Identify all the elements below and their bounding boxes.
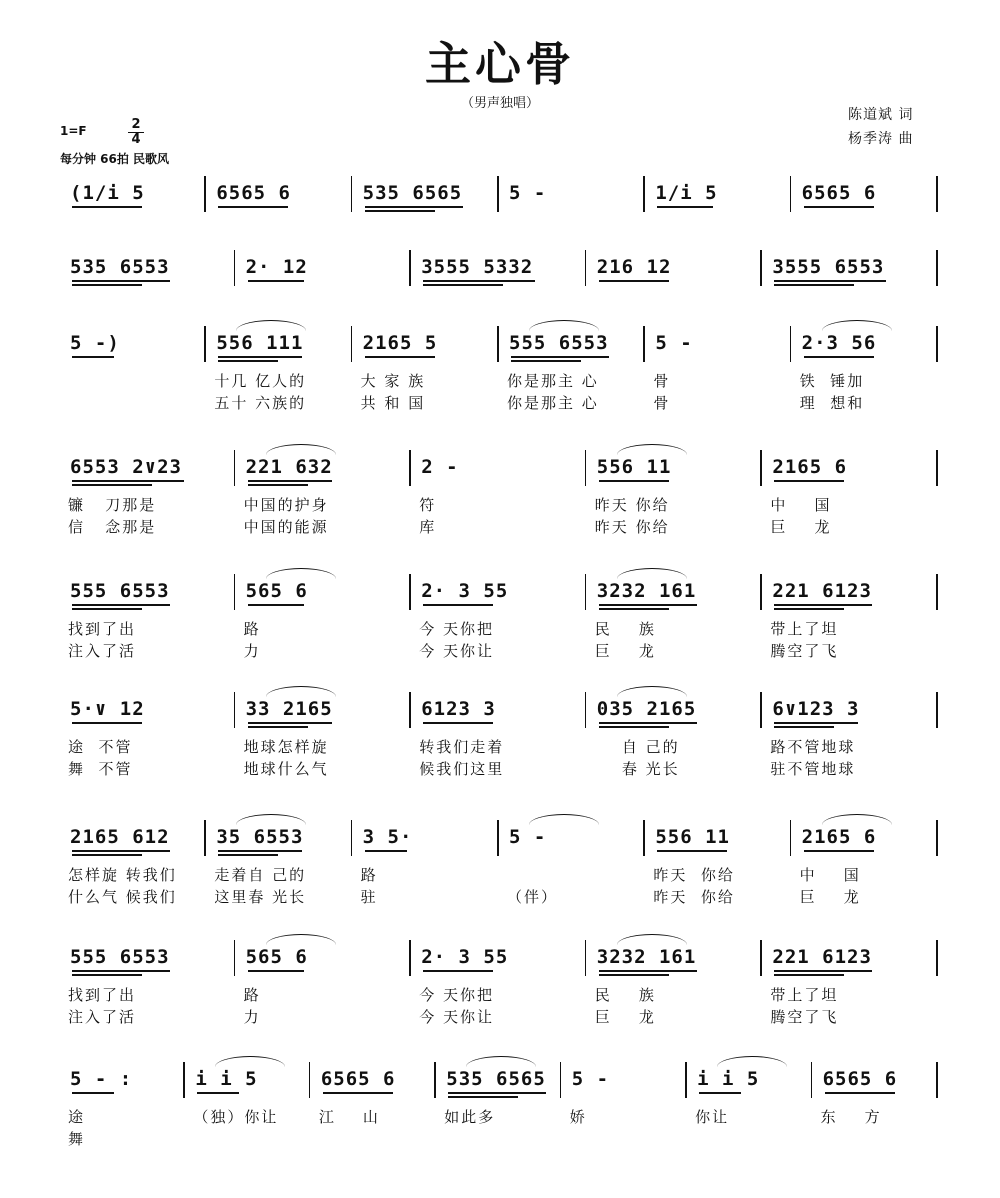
measure-notes: 2165 612 <box>70 826 170 848</box>
measure-notes: 6565 6 <box>216 182 291 204</box>
lyric-verse-2: 腾空了飞 <box>770 1008 839 1026</box>
bar-line <box>234 940 236 976</box>
measure-notes: 3232 161 <box>596 946 697 968</box>
lyric-verse-2: 巨 龙 <box>799 888 861 906</box>
bar-line <box>936 820 938 856</box>
beam-line <box>423 722 493 724</box>
beam-line <box>72 280 170 282</box>
beam-line <box>599 480 669 482</box>
lyric-verse-1: 中国的护身 <box>243 496 329 514</box>
beam-line-secondary <box>774 608 844 610</box>
lyric-verse-2: 舞 <box>68 1130 86 1148</box>
lyric-verse-1: （独）你让 <box>193 1108 279 1126</box>
lyric-verse-2: 今 天你让 <box>419 1008 494 1026</box>
beam-line-secondary <box>218 854 278 856</box>
beam-line-secondary <box>599 974 669 976</box>
beam-line <box>365 850 407 852</box>
lyric-verse-2: 候我们这里 <box>419 760 505 778</box>
bar-line <box>409 450 411 486</box>
measure-notes: 1/i 5 <box>655 182 718 204</box>
slur-mark <box>822 320 892 331</box>
measure-notes: 556 11 <box>655 826 730 848</box>
measure-notes: 5 - <box>655 332 693 354</box>
lyric-verse-1: 途 不管 <box>68 738 133 756</box>
measure-notes: 535 6565 <box>362 182 463 204</box>
beam-line <box>599 604 697 606</box>
bar-line <box>585 450 587 486</box>
slur-mark <box>822 814 892 825</box>
beam-line <box>72 970 170 972</box>
lyric-verse-2: 巨 龙 <box>594 1008 656 1026</box>
bar-line <box>936 450 938 486</box>
beam-line <box>774 480 844 482</box>
measure-notes: (1/i 5 <box>70 182 145 204</box>
bar-line <box>204 176 206 212</box>
lyric-verse-1: 骨 <box>653 372 671 390</box>
lyric-verse-2: 巨 龙 <box>594 642 656 660</box>
measure-notes: 6553 2∨23 <box>70 456 182 478</box>
beam-line-secondary <box>365 210 435 212</box>
bar-line <box>790 176 792 212</box>
beam-line-secondary <box>72 974 142 976</box>
lyric-verse-1: 转我们走着 <box>419 738 505 756</box>
bar-line <box>643 176 645 212</box>
slur-mark <box>529 320 599 331</box>
lyric-verse-2: 库 <box>419 518 437 536</box>
measure-notes: i i 5 <box>697 1068 760 1090</box>
beam-line <box>218 356 302 358</box>
beam-line <box>72 722 142 724</box>
lyric-verse-1: 娇 <box>569 1108 587 1126</box>
bar-line <box>497 176 499 212</box>
beam-line <box>365 206 463 208</box>
beam-line <box>72 206 142 208</box>
measure-notes: 535 6565 <box>446 1068 546 1090</box>
beam-line-secondary <box>248 484 308 486</box>
measure-notes: 6123 3 <box>421 698 496 720</box>
measure-notes: 5 - <box>571 1068 610 1090</box>
lyric-verse-1: 找到了出 <box>68 620 137 638</box>
lyric-verse-2: 力 <box>243 1008 261 1026</box>
beam-line <box>248 970 304 972</box>
bar-line <box>351 326 353 362</box>
lyric-verse-1: 民 族 <box>594 986 656 1004</box>
beam-line-secondary <box>72 854 142 856</box>
lyric-verse-2: （伴） <box>507 888 559 906</box>
beam-line <box>774 280 886 282</box>
bar-line <box>585 692 587 728</box>
bar-line <box>585 574 587 610</box>
time-signature <box>128 118 144 147</box>
measure-notes: 035 2165 <box>596 698 697 720</box>
lyric-verse-1: 找到了出 <box>68 986 137 1004</box>
lyric-verse-2: 注入了活 <box>68 1008 137 1026</box>
lyric-verse-1: 走着自 己的 <box>214 866 307 884</box>
measure-notes: 2 - <box>421 456 459 478</box>
lyric-verse-1: 带上了坦 <box>770 986 839 1004</box>
lyric-verse-1: 地球怎样旋 <box>243 738 329 756</box>
measure-notes: 2· 3 55 <box>421 946 509 968</box>
beam-line <box>599 280 669 282</box>
song-title: 主心骨 <box>425 37 575 91</box>
bar-line <box>560 1062 562 1098</box>
measure-notes: 221 6123 <box>772 580 872 602</box>
bar-line <box>234 574 236 610</box>
bar-line <box>351 176 353 212</box>
beam-line <box>248 604 304 606</box>
slur-mark <box>617 686 687 697</box>
slur-mark <box>617 934 687 945</box>
lyric-verse-2: 骨 <box>653 394 671 412</box>
slur-mark <box>466 1056 536 1067</box>
lyricist-credit: 陈道斌 词 <box>848 107 914 123</box>
lyric-verse-2: 驻不管地球 <box>770 760 856 778</box>
beam-line <box>699 1092 741 1094</box>
key-signature: 1=F <box>60 124 87 138</box>
beam-line-secondary <box>423 284 503 286</box>
measure-notes: 565 6 <box>245 946 308 968</box>
bar-line <box>409 940 411 976</box>
measure-notes: 5·∨ 12 <box>70 698 145 720</box>
song-subtitle: （男声独唱） <box>460 96 539 111</box>
beam-line <box>248 280 304 282</box>
lyric-verse-1: 怎样旋 转我们 <box>68 866 177 884</box>
measure-notes: 3232 161 <box>596 580 697 602</box>
beam-line <box>599 970 697 972</box>
beam-line-secondary <box>774 284 854 286</box>
beam-line-secondary <box>448 1096 518 1098</box>
lyric-verse-1: 今 天你把 <box>419 986 494 1004</box>
beam-line <box>248 480 332 482</box>
measure-notes: 5 - <box>509 182 547 204</box>
measure-notes: 3555 6553 <box>772 256 885 278</box>
bar-line <box>351 820 353 856</box>
beam-line <box>657 206 713 208</box>
beam-line <box>511 356 609 358</box>
bar-line <box>643 326 645 362</box>
lyric-verse-1: 路 <box>243 986 261 1004</box>
beam-line <box>774 970 872 972</box>
bar-line <box>204 820 206 856</box>
slur-mark <box>266 934 336 945</box>
lyric-verse-2: 你是那主 心 <box>507 394 599 412</box>
beam-line <box>774 604 872 606</box>
measure-notes: 6565 6 <box>822 1068 898 1090</box>
beam-line <box>72 850 170 852</box>
measure-notes: 556 11 <box>596 456 672 478</box>
bar-line <box>685 1062 687 1098</box>
measure-notes: 556 111 <box>216 332 304 354</box>
bar-line <box>497 820 499 856</box>
beam-line <box>804 356 874 358</box>
measure-notes: 555 6553 <box>70 580 170 602</box>
bar-line <box>760 692 762 728</box>
beam-line <box>657 850 727 852</box>
bar-line <box>936 326 938 362</box>
measure-notes: 216 12 <box>596 256 672 278</box>
lyric-verse-1: 大 家 族 <box>360 372 426 390</box>
bar-line <box>936 250 938 286</box>
bar-line <box>234 692 236 728</box>
lyric-verse-1: 民 族 <box>594 620 656 638</box>
slur-mark <box>266 568 336 579</box>
slur-mark <box>236 814 306 825</box>
beam-line <box>423 970 493 972</box>
lyric-verse-1: 铁 锤加 <box>799 372 865 390</box>
beam-line <box>423 604 493 606</box>
measure-notes: 2165 6 <box>772 456 848 478</box>
bar-line <box>497 326 499 362</box>
slur-mark <box>266 686 336 697</box>
lyric-verse-1: 路 <box>243 620 261 638</box>
bar-line <box>585 940 587 976</box>
measure-notes: 6565 6 <box>320 1068 396 1090</box>
measure-notes: 221 632 <box>245 456 333 478</box>
beam-line <box>72 356 114 358</box>
lyric-verse-1: 镰 刀那是 <box>68 496 157 514</box>
lyric-verse-1: 你是那主 心 <box>507 372 599 390</box>
lyric-verse-1: 江 山 <box>318 1108 380 1126</box>
beam-line <box>599 722 697 724</box>
slur-mark <box>236 320 306 331</box>
bar-line <box>936 940 938 976</box>
beam-line-secondary <box>599 608 669 610</box>
bar-line <box>760 940 762 976</box>
bar-line <box>585 250 587 286</box>
slur-mark <box>215 1056 285 1067</box>
beam-line-secondary <box>774 726 834 728</box>
beam-line <box>365 356 435 358</box>
bar-line <box>760 250 762 286</box>
bar-line <box>790 820 792 856</box>
lyric-verse-2: 昨天 你给 <box>594 518 670 536</box>
lyric-verse-1: 昨天 你给 <box>653 866 735 884</box>
bar-line <box>234 450 236 486</box>
beam-line <box>72 604 170 606</box>
lyric-verse-2: 这里春 光长 <box>214 888 307 906</box>
lyric-verse-1: 自 己的 <box>594 738 680 756</box>
lyric-verse-2: 地球什么气 <box>243 760 329 778</box>
slur-mark <box>617 568 687 579</box>
lyric-verse-1: 昨天 你给 <box>594 496 670 514</box>
beam-line-secondary <box>599 726 669 728</box>
lyric-verse-2: 五十 六族的 <box>214 394 307 412</box>
lyric-verse-2: 什么气 候我们 <box>68 888 177 906</box>
beam-line <box>197 1092 239 1094</box>
beam-line-secondary <box>774 974 844 976</box>
lyric-verse-2: 昨天 你给 <box>653 888 735 906</box>
measure-notes: 535 6553 <box>70 256 170 278</box>
measure-notes: 6∨123 3 <box>772 698 860 720</box>
measure-notes: 35 6553 <box>216 826 304 848</box>
lyric-verse-2: 春 光长 <box>594 760 680 778</box>
bar-line <box>409 692 411 728</box>
bar-line <box>760 450 762 486</box>
lyric-verse-2: 驻 <box>360 888 378 906</box>
beam-line <box>825 1092 895 1094</box>
bar-line <box>936 176 938 212</box>
composer-credit: 杨季涛 曲 <box>848 131 914 147</box>
measure-notes: 33 2165 <box>245 698 333 720</box>
lyric-verse-1: 东 方 <box>820 1108 882 1126</box>
measure-notes: 5 - <box>509 826 547 848</box>
measure-notes: 6565 6 <box>801 182 877 204</box>
lyric-verse-1: 途 <box>68 1108 86 1126</box>
measure-notes: 2· 12 <box>245 256 308 278</box>
beam-line <box>774 722 858 724</box>
beam-line <box>323 1092 393 1094</box>
measure-notes: 555 6553 <box>509 332 609 354</box>
measure-notes: 2·3 56 <box>801 332 877 354</box>
lyric-verse-2: 中国的能源 <box>243 518 329 536</box>
bar-line <box>409 250 411 286</box>
beam-line <box>423 280 535 282</box>
time-signature-bottom: 4 <box>128 132 144 147</box>
lyric-verse-2: 理 想和 <box>799 394 865 412</box>
beam-line <box>804 850 874 852</box>
slur-mark <box>617 444 687 455</box>
slur-mark <box>717 1056 787 1067</box>
lyric-verse-1: 中 国 <box>770 496 832 514</box>
beam-line-secondary <box>72 608 142 610</box>
beam-line-secondary <box>248 726 308 728</box>
bar-line <box>183 1062 185 1098</box>
bar-line <box>434 1062 436 1098</box>
lyric-verse-1: 路 <box>360 866 378 884</box>
measure-notes: 3 5· <box>362 826 413 848</box>
lyric-verse-1: 带上了坦 <box>770 620 839 638</box>
lyric-verse-1: 符 <box>419 496 437 514</box>
beam-line-secondary <box>511 360 581 362</box>
measure-notes: 3555 5332 <box>421 256 534 278</box>
lyric-verse-1: 今 天你把 <box>419 620 494 638</box>
lyric-verse-2: 共 和 国 <box>360 394 426 412</box>
measure-notes: 2· 3 55 <box>421 580 509 602</box>
beam-line-secondary <box>72 484 152 486</box>
lyric-verse-2: 今 天你让 <box>419 642 494 660</box>
measure-notes: 2165 5 <box>362 332 438 354</box>
slur-mark <box>266 444 336 455</box>
lyric-verse-2: 力 <box>243 642 261 660</box>
bar-line <box>309 1062 311 1098</box>
lyric-verse-2: 注入了活 <box>68 642 137 660</box>
bar-line <box>790 326 792 362</box>
bar-line <box>811 1062 813 1098</box>
measure-notes: 555 6553 <box>70 946 170 968</box>
lyric-verse-2: 腾空了飞 <box>770 642 839 660</box>
measure-notes: i i 5 <box>195 1068 258 1090</box>
beam-line <box>804 206 874 208</box>
lyric-verse-1: 你让 <box>695 1108 730 1126</box>
bar-line <box>936 692 938 728</box>
beam-line <box>218 206 288 208</box>
measure-notes: 5 - : <box>70 1068 133 1090</box>
lyric-verse-2: 舞 不管 <box>68 760 133 778</box>
measure-notes: 2165 6 <box>801 826 877 848</box>
bar-line <box>936 1062 938 1098</box>
lyric-verse-2: 信 念那是 <box>68 518 157 536</box>
beam-line <box>248 722 332 724</box>
lyric-verse-1: 中 国 <box>799 866 861 884</box>
lyric-verse-2: 巨 龙 <box>770 518 832 536</box>
measure-notes: 565 6 <box>245 580 308 602</box>
bar-line <box>760 574 762 610</box>
bar-line <box>204 326 206 362</box>
beam-line <box>448 1092 546 1094</box>
tempo-marking: 每分钟 66拍 民歌风 <box>60 152 170 166</box>
beam-line <box>72 480 184 482</box>
measure-notes: 5 -) <box>70 332 120 354</box>
beam-line <box>218 850 302 852</box>
bar-line <box>409 574 411 610</box>
beam-line-secondary <box>72 284 142 286</box>
beam-line-secondary <box>218 360 278 362</box>
bar-line <box>234 250 236 286</box>
measure-notes: 221 6123 <box>772 946 872 968</box>
lyric-verse-1: 如此多 <box>444 1108 496 1126</box>
slur-mark <box>529 814 599 825</box>
beam-line <box>72 1092 114 1094</box>
time-signature-top: 2 <box>131 117 141 132</box>
bar-line <box>936 574 938 610</box>
lyric-verse-1: 路不管地球 <box>770 738 856 756</box>
bar-line <box>643 820 645 856</box>
lyric-verse-1: 十几 亿人的 <box>214 372 307 390</box>
